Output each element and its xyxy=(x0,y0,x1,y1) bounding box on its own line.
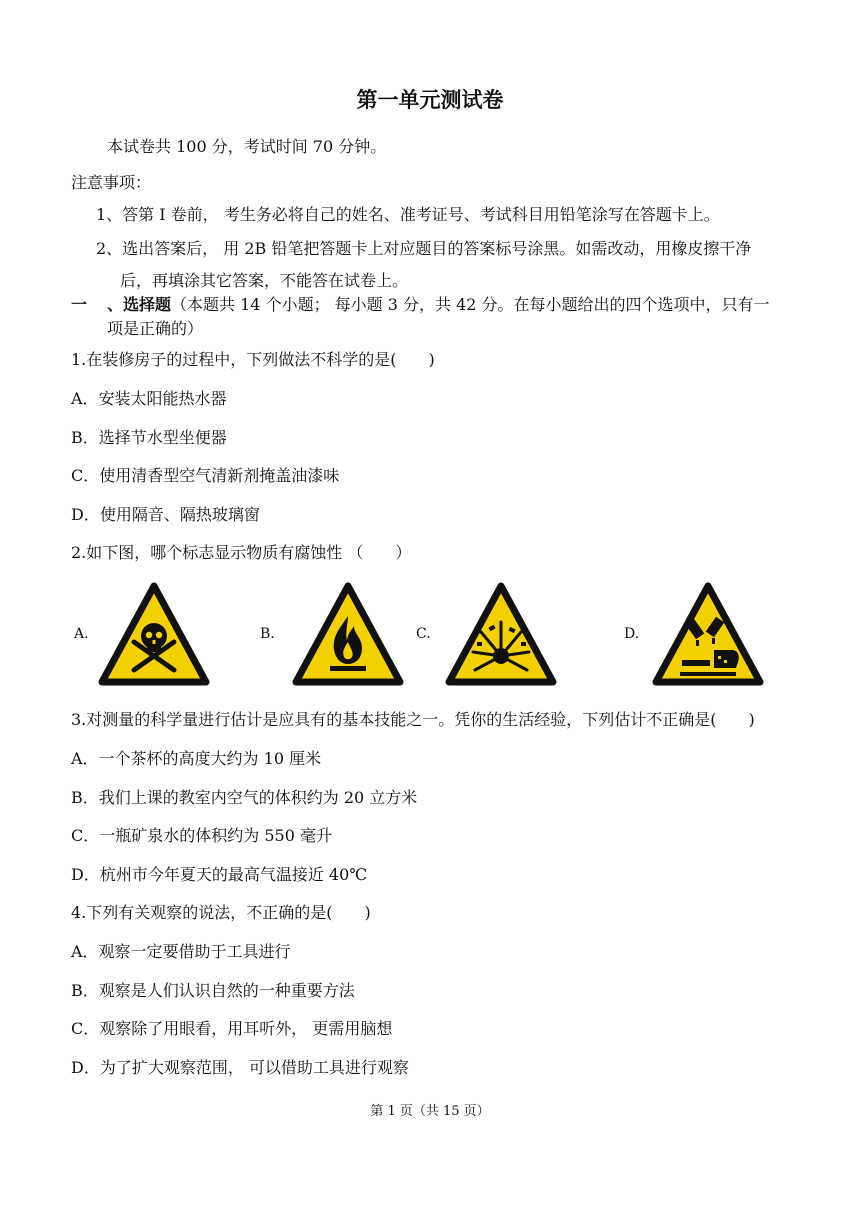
page-title: 第一单元测试卷 xyxy=(356,87,504,112)
question-2-stem: 2.如下图，哪个标志显示物质有腐蚀性 （ ） xyxy=(71,543,412,562)
question-3-stem: 3.对测量的科学量进行估计是应具有的基本技能之一。凭你的生活经验，下列估计不正确是( ) xyxy=(71,710,755,729)
note-2: 2、选出答案后， 用 2B 铅笔把答题卡上对应题目的答案标号涂黑。如需改动，用橡皮擦干净 xyxy=(96,239,752,258)
question-4-option-c: C．观察除了用眼看，用耳听外， 更需用脑想 xyxy=(71,1019,393,1038)
page-footer: 第 1 页（共 15 页） xyxy=(370,1104,490,1119)
explosion-icon xyxy=(445,582,557,686)
section-number: 一 xyxy=(71,295,88,314)
question-3-option-c: C．一瓶矿泉水的体积约为 550 毫升 xyxy=(71,826,332,845)
question-1-stem: 1.在装修房子的过程中，下列做法不科学的是( ) xyxy=(71,350,435,369)
section-description-continued: 项是正确的） xyxy=(107,319,204,338)
skull-crossbones-icon xyxy=(98,582,210,686)
sign-label-d: D. xyxy=(624,626,640,642)
question-4-stem: 4.下列有关观察的说法，不正确的是( ) xyxy=(71,903,371,922)
question-1-option-b: B．选择节水型坐便器 xyxy=(71,428,227,447)
question-3-option-b: B．我们上课的教室内空气的体积约为 20 立方米 xyxy=(71,788,418,807)
note-1: 1、答第 I 卷前， 考生务必将自己的姓名、准考证号、考试科目用铅笔涂写在答题卡上。 xyxy=(96,205,720,224)
corrosive-icon xyxy=(652,582,764,686)
question-4-option-d: D．为了扩大观察范围， 可以借助工具进行观察 xyxy=(71,1058,409,1077)
sign-label-b: B. xyxy=(260,626,275,642)
question-1-option-a: A．安装太阳能热水器 xyxy=(71,389,227,408)
sign-label-a: A. xyxy=(74,626,89,642)
question-1-option-d: D．使用隔音、隔热玻璃窗 xyxy=(71,505,260,524)
section-heading xyxy=(71,292,770,315)
question-4-option-a: A．观察一定要借助于工具进行 xyxy=(71,942,291,961)
question-3-option-d: D．杭州市今年夏天的最高气温接近 40℃ xyxy=(71,865,368,884)
section-description: （本题共 14 个小题； 每小题 3 分，共 42 分。在每小题给出的四个选项中，只有一 xyxy=(171,295,770,314)
sign-label-c: C. xyxy=(416,626,431,642)
note-2-continued: 后，再填涂其它答案，不能答在试卷上。 xyxy=(120,271,409,290)
question-3-option-a: A．一个茶杯的高度大约为 10 厘米 xyxy=(71,749,322,768)
section-name: 、选择题 xyxy=(107,295,172,314)
question-1-option-c: C．使用清香型空气清新剂掩盖油漆味 xyxy=(71,466,340,485)
exam-intro: 本试卷共 100 分，考试时间 70 分钟。 xyxy=(107,137,387,156)
flame-icon xyxy=(292,582,404,686)
notes-heading: 注意事项： xyxy=(71,173,152,192)
question-4-option-b: B．观察是人们认识自然的一种重要方法 xyxy=(71,981,355,1000)
